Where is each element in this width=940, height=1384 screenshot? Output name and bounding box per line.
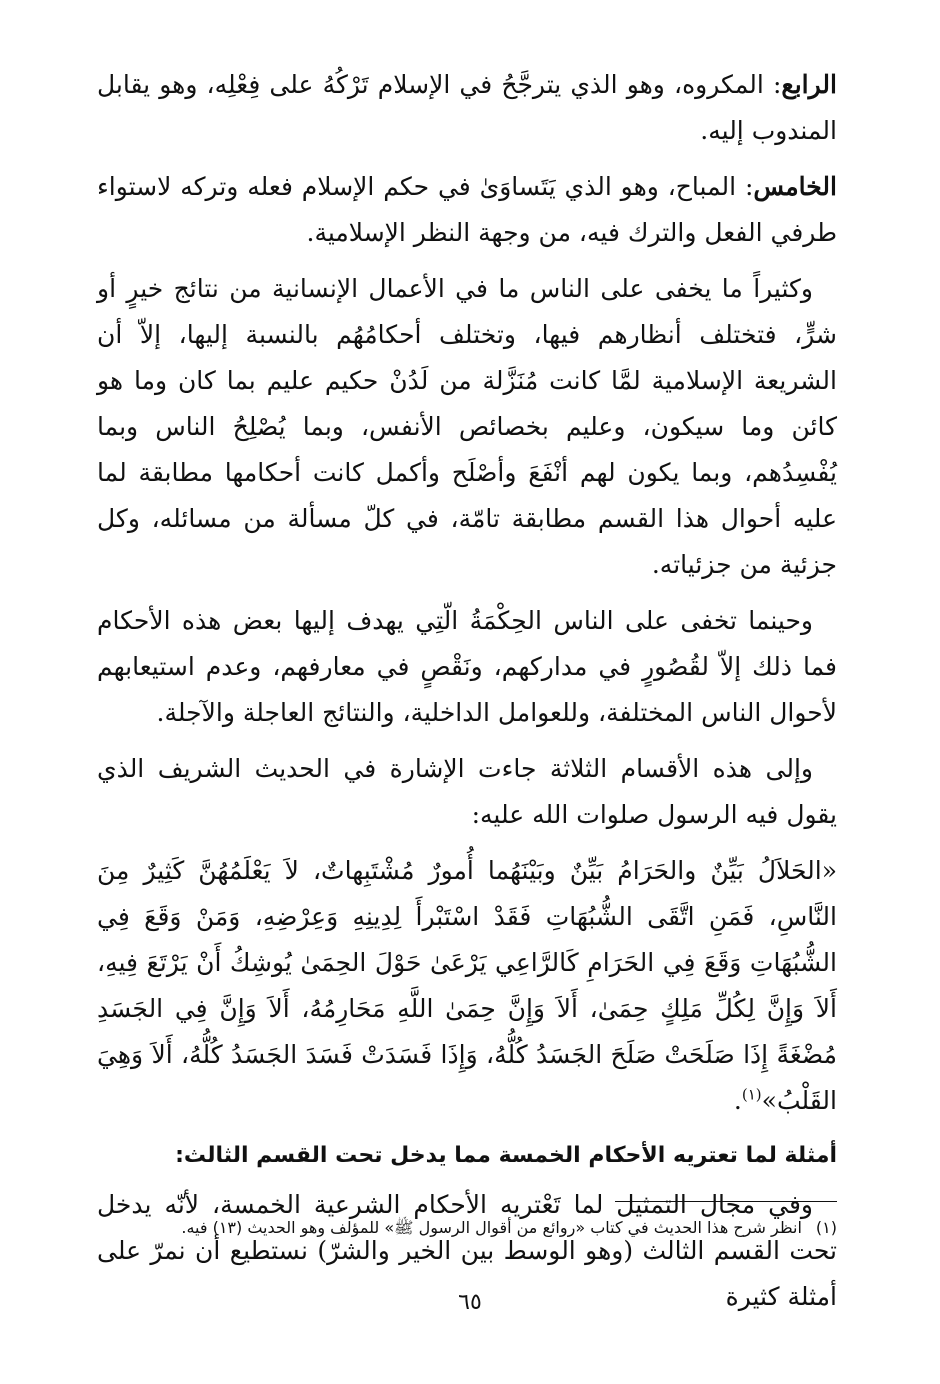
footnote-number: (١) bbox=[815, 1218, 837, 1237]
footnote-divider bbox=[615, 1201, 837, 1202]
paragraph-fourth bbox=[97, 62, 837, 154]
hadith-end: . bbox=[733, 1086, 742, 1115]
paragraph-lead: الرابع bbox=[781, 70, 837, 99]
paragraph-body: وكثيراً ما يخفى على الناس ما في الأعمال الإنسانية من نتائج خيرٍ أو شرٍّ، فتختلف أنظارهم فيها، وتختلف أحكامُهُم بالنسبة إليها، إلاّ أن الشريعة الإسلامية لمَّا كانت مُنَزَّلة من لَدُنْ حكيم عليم بما كان وما هو كائن وما سيكون، وعليم بخصائص الأنفس، وبما يُصْلِحُ الناس وبما يُفْسِدُهم، وبما يكون لهم أنْفَعَ وأصْلَح وأكمل كانت أحكامها مطابقة لما عليه أحوال هذا القسم مطابقة تامّة، في كلّ مسألة من مسائله، وكل جزئية من جزئياته. bbox=[97, 274, 838, 579]
paragraph-body: وحينما تخفى على الناس الحِكْمَةُ الّتِي يهدف إليها بعض هذه الأحكام فما ذلك إلاّ لقُصُورٍ في مداركهم، ونَقْصٍ في معارفهم، وعدم استيعابهم لأحوال الناس المختلفة، وللعوامل الداخلية، والنتائج العاجلة والآجلة. bbox=[97, 606, 837, 727]
section-subheading: أمثلة لما تعتريه الأحكام الخمسة مما يدخل تحت القسم الثالث: bbox=[175, 1143, 837, 1168]
hadith-quote bbox=[97, 848, 837, 1124]
footnote-text: انظر شرح هذا الحديث في كتاب «روائع من أقوال الرسول ﷺ» للمؤلف وهو الحديث (١٣) فيه. bbox=[181, 1218, 802, 1237]
hadith-text: «الحَلاَلُ بَيِّنٌ والحَرَامُ بَيِّنٌ وبَيْنَهُما أُمورٌ مُشْتَبِهاتٌ، لاَ يَعْلَمُهُنَّ كَثِيرٌ مِنَ النَّاسِ، فَمَنِ اتَّقَى الشُّبُهَاتِ فَقَدْ اسْتَبْرأَ لِدِينِهِ وَعِرْضِهِ، وَمَنْ وَقَعَ فِي الشُّبُهَاتِ وَقَعَ فِي الحَرَامِ كَالرَّاعِي يَرْعَىٰ حَوْلَ الحِمَىٰ يُوشِكُ أَنْ يَرْتَعَ فِيهِ، أَلاَ وَإِنَّ لِكُلِّ مَلِكٍ حِمَىٰ، أَلاَ وَإِنَّ حِمَىٰ اللَّهِ مَحَارِمُهُ، أَلاَ وَإِنَّ فِي الجَسَدِ مُضْغَةً إِذَا صَلَحَتْ صَلَحَ الجَسَدُ كُلُّهُ، وَإِذَا فَسَدَتْ فَسَدَ الجَسَدُ كُلُّهُ، أَلاَ وَهِيَ القَلْبُ» bbox=[97, 856, 837, 1115]
paragraph-fifth bbox=[97, 164, 837, 256]
paragraph-body: وإلى هذه الأقسام الثلاثة جاءت الإشارة في الحديث الشريف الذي يقول فيه الرسول صلوات الله عليه: bbox=[97, 754, 837, 829]
paragraph-body: وفي مجال التمثيل لما تَعْتريه الأحكام الشرعية الخمسة، لأنّه يدخل تحت القسم الثالث (وهو الوسط بين الخير والشرّ) نستطيع أن نمرّ على أمثلة كثيرة bbox=[97, 1190, 837, 1311]
page-body bbox=[97, 62, 837, 1330]
paragraph-lead: الخامس bbox=[753, 172, 837, 201]
page-number: ٦٥ bbox=[458, 1290, 482, 1315]
paragraph-text: : المكروه، وهو الذي يترجَّحُ في الإسلام تَرْكُهُ على فِعْلِه، وهو يقابل المندوب إليه. bbox=[97, 70, 837, 145]
footnote-reference[interactable]: (١) bbox=[741, 1085, 762, 1104]
footnote bbox=[97, 1214, 837, 1242]
paragraph-text: : المباح، وهو الذي يَتَساوَىٰ في حكم الإسلام فعله وتركه لاستواء طرفي الفعل والترك فيه، من وجهة النظر الإسلامية. bbox=[97, 172, 837, 247]
